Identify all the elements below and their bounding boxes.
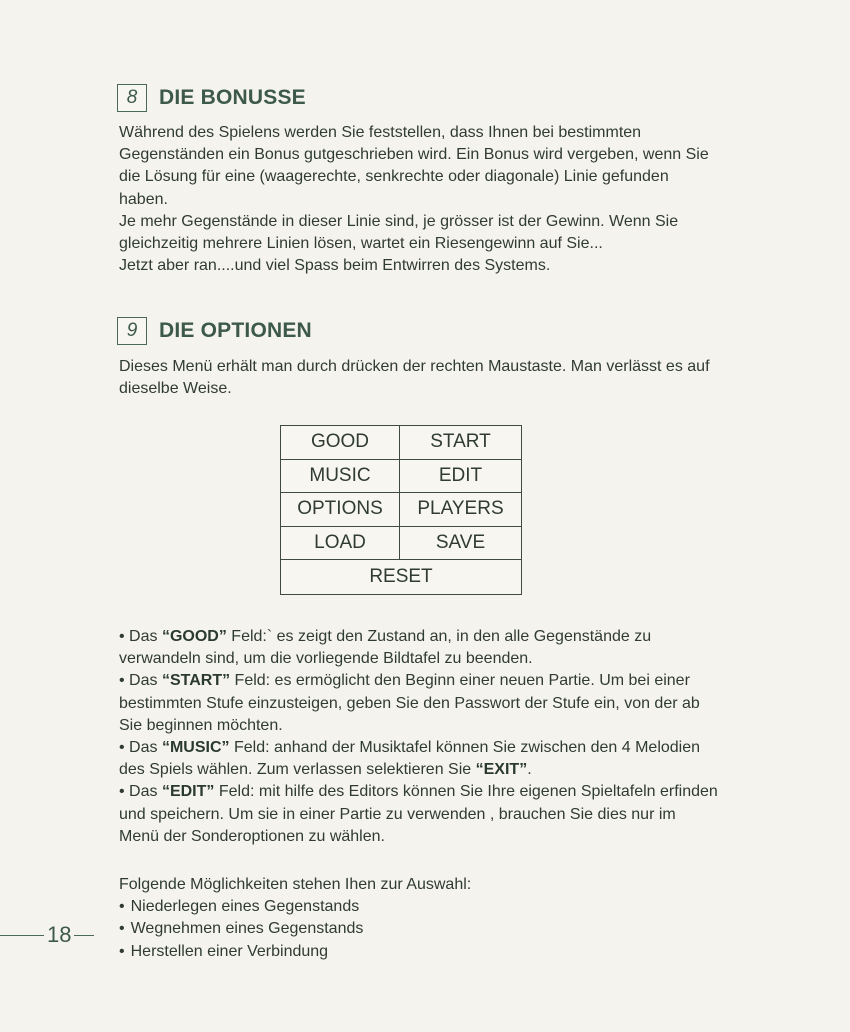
desc-text: und speichern. Um sie in einer Partie zu verwenden , brauchen Sie dies nur im — [119, 805, 676, 823]
page-number — [0, 922, 94, 948]
desc-key: “GOOD” — [161, 628, 227, 645]
section-8-title: DIE BONUSSE — [159, 86, 306, 109]
desc-prefix: • Das — [119, 783, 162, 801]
bullet-icon: • — [119, 942, 125, 960]
menu-options: OPTIONS — [281, 493, 400, 527]
desc-start — [119, 670, 739, 737]
menu-edit: EDIT — [400, 460, 521, 494]
desc-text: Feld: anhand der Musiktafel können Sie zwischen den 4 Melodien — [229, 739, 701, 757]
body-line: Jetzt aber ran....und viel Spass beim Entwirren des Systems. — [119, 257, 551, 275]
body-line: haben. — [119, 190, 168, 208]
section-8-heading — [117, 84, 306, 112]
desc-text: bestimmten Stufe einzusteigen, geben Sie den Passwort der Stufe ein, von der ab — [119, 694, 700, 712]
desc-text: des Spiels wählen. Zum verlassen selektieren Sie — [119, 761, 476, 779]
bullet-icon: • — [119, 920, 125, 938]
menu-load: LOAD — [281, 527, 400, 561]
desc-prefix: • Das — [119, 628, 162, 645]
options-menu-grid — [280, 425, 522, 595]
page-rule-right — [74, 935, 94, 936]
desc-text: Feld: es ermöglicht den Beginn einer neuen Partie. Um bei einer — [230, 672, 690, 690]
bullet-icon: • — [119, 898, 125, 916]
list-item-label: Niederlegen eines Gegenstands — [130, 898, 360, 916]
desc-text: Sie beginnen möchten. — [119, 716, 283, 734]
section-9-number: 9 — [117, 317, 147, 345]
list-item — [119, 941, 739, 963]
desc-text: verwandeln sind, um die vorliegende Bildtafel zu beenden. — [119, 650, 533, 668]
desc-text: Feld: mit hilfe des Editors können Sie Ihre eigenen Spieltafeln erfinden — [214, 783, 718, 801]
choices-intro: Folgende Möglichkeiten stehen Ihen zur Auswahl: — [119, 876, 472, 893]
desc-key: “START” — [161, 672, 231, 690]
section-8-body — [119, 122, 749, 277]
menu-save: SAVE — [400, 527, 521, 561]
menu-good: GOOD — [281, 426, 400, 460]
desc-good — [119, 626, 739, 670]
section-9-body — [119, 356, 749, 400]
desc-text: Menü der Sonderoptionen zu wählen. — [119, 827, 385, 845]
desc-prefix: • Das — [119, 672, 162, 690]
list-item-label: Wegnehmen eines Gegenstands — [130, 920, 364, 938]
body-line: die Lösung für eine (waagerechte, senkrechte oder diagonale) Linie gefunden — [119, 168, 669, 186]
body-line: gleichzeitig mehrere Linien lösen, wartet ein Riesengewinn auf Sie... — [119, 235, 603, 253]
menu-descriptions — [119, 626, 739, 848]
section-9-heading — [117, 317, 312, 345]
desc-text: Feld:` es zeigt den Zustand an, in den alle Gegenstände zu — [226, 628, 652, 645]
body-line: Gegenständen ein Bonus gutgeschrieben wird. Ein Bonus wird vergeben, wenn Sie — [119, 146, 709, 164]
body-line: Während des Spielens werden Sie feststellen, dass Ihnen bei bestimmten — [119, 124, 642, 141]
body-line: Je mehr Gegenstände in dieser Linie sind, je grösser ist der Gewinn. Wenn Sie — [119, 212, 679, 230]
section-9-title: DIE OPTIONEN — [159, 319, 312, 342]
desc-key: “EXIT” — [475, 761, 528, 779]
menu-music: MUSIC — [281, 460, 400, 494]
desc-key: “EDIT” — [161, 783, 215, 801]
desc-edit — [119, 781, 739, 848]
desc-music — [119, 737, 739, 781]
page-number-text: 18 — [47, 922, 72, 947]
menu-start: START — [400, 426, 521, 460]
page-rule-left — [0, 935, 44, 936]
list-item-label: Herstellen einer Verbindung — [130, 942, 329, 960]
desc-key: “MUSIC” — [161, 739, 230, 757]
desc-text: . — [527, 761, 532, 779]
desc-prefix: • Das — [119, 739, 162, 757]
body-line: dieselbe Weise. — [119, 380, 232, 398]
menu-players: PLAYERS — [400, 493, 521, 527]
menu-reset: RESET — [369, 566, 433, 588]
body-line: Dieses Menü erhält man durch drücken der rechten Maustaste. Man verlässt es auf — [119, 358, 710, 375]
section-8-number: 8 — [117, 84, 147, 112]
list-item — [119, 918, 739, 940]
choices-list — [119, 874, 739, 963]
list-item — [119, 896, 739, 918]
